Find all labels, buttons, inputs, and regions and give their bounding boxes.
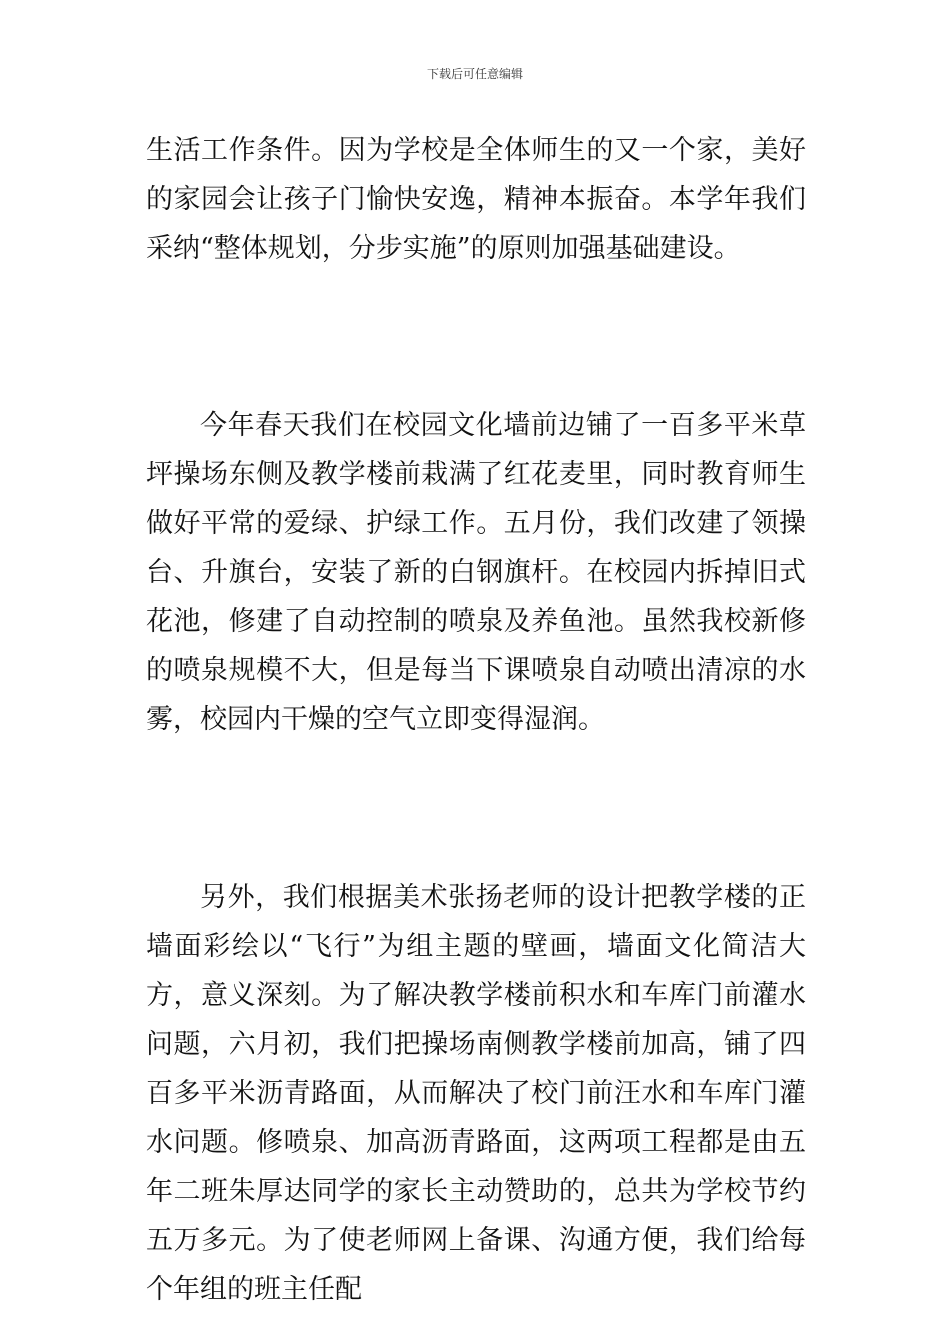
paragraph-continued: 生活工作条件。因为学校是全体师生的又一个家，美好的家园会让孩子门愉快安逸，精神本振奋。本学年我们采纳“整体规划，分步实施”的原则加强基础建设。 <box>146 135 806 264</box>
paragraph-spacer <box>146 744 806 873</box>
page-header-note: 下载后可任意编辑 <box>426 67 523 81</box>
document-body <box>146 126 806 1314</box>
paragraph-spring-campus: 今年春天我们在校园文化墙前边铺了一百多平米草坪操场东侧及教学楼前栽满了红花麦里，同时教育师生做好平常的爱绿、护绿工作。五月份，我们改建了领操台、升旗台，安装了新的白钢旗杆。在校园内拆掉旧式花池，修建了自动控制的喷泉及养鱼池。虽然我校新修的喷泉规模不大，但是每当下课喷泉自动喷出清凉的水雾，校园内干燥的空气立即变得湿润。 <box>146 410 806 735</box>
paragraph-spacer <box>146 273 806 401</box>
paragraph-mural-road: 另外，我们根据美术张扬老师的设计把教学楼的正墙面彩绘以“飞行”为组主题的壁画，墙面文化简洁大方，意义深刻。为了解决教学楼前积水和车库门前灌水问题，六月初，我们把操场南侧教学楼前加高，铺了四百多平米沥青路面，从而解决了校门前汪水和车库门灌水问题。修喷泉、加高沥青路面，这两项工程都是由五年二班朱厚达同学的家长主动赞助的，总共为学校节约五万多元。为了使老师网上备课、沟通方便，我们给每个年组的班主任配 <box>146 882 806 1305</box>
